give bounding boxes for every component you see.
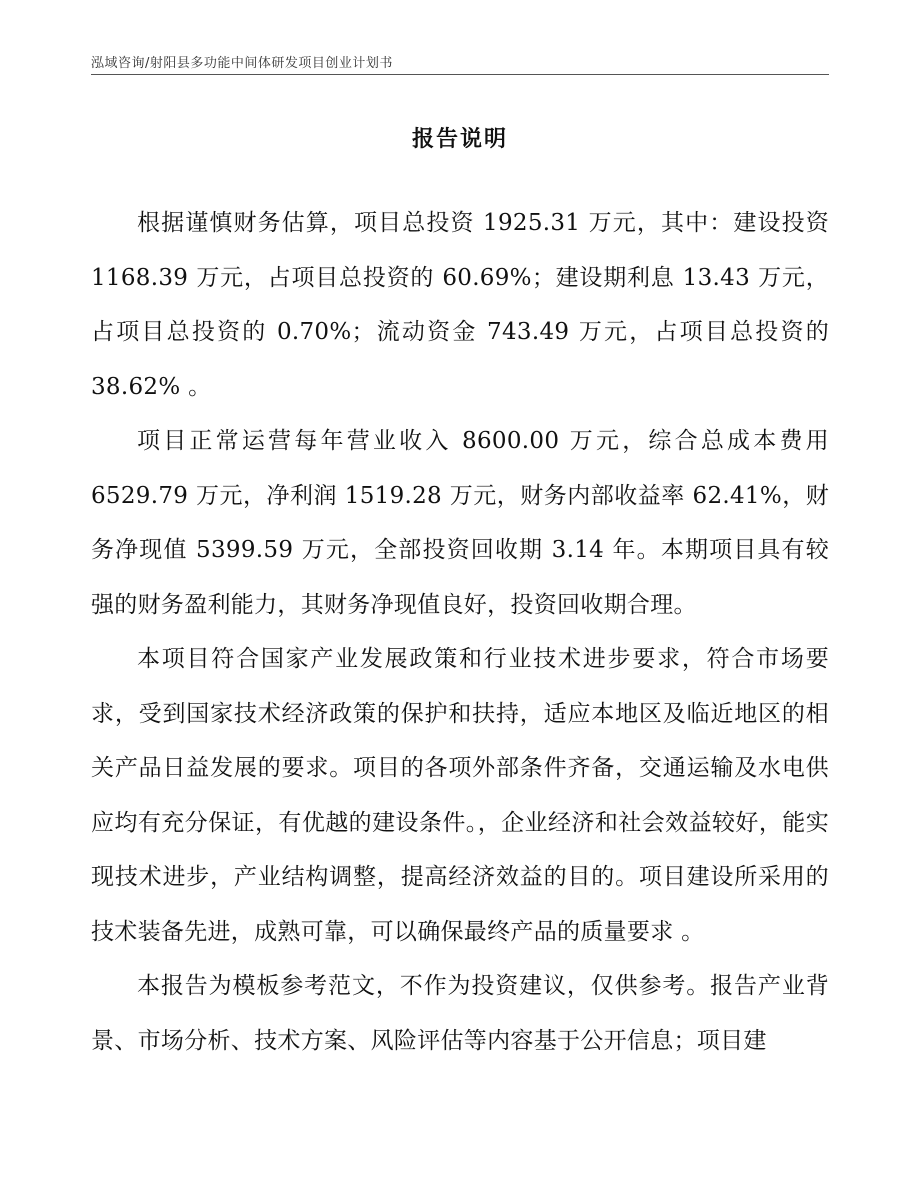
- document-body: [91, 196, 829, 1068]
- paragraph-revenue: 项目正常运营每年营业收入 8600.00 万元，综合总成本费用 6529.79 万元，净利润 1519.28 万元，财务内部收益率 62.41%，财务净现值 5399.59 万元，全部投资回收期 3.14 年。本期项目具有较强的财务盈利能力，其财务净现值良好，投资回收期合理。: [91, 428, 829, 618]
- paragraph-disclaimer: 本报告为模板参考范文，不作为投资建议，仅供参考。报告产业背景、市场分析、技术方案、风险评估等内容基于公开信息；项目建: [91, 973, 829, 1054]
- running-header: 泓域咨询/射阳县多功能中间体研发项目创业计划书: [91, 56, 393, 71]
- paragraph-investment: 根据谨慎财务估算，项目总投资 1925.31 万元，其中：建设投资 1168.39 万元，占项目总投资的 60.69%；建设期利息 13.43 万元，占项目总投资的 0.70%；流动资金 743.49 万元，占项目总投资的 38.62% 。: [91, 210, 829, 400]
- header-rule: [91, 74, 829, 75]
- page-title: 报告说明: [411, 127, 508, 152]
- paragraph-policy: 本项目符合国家产业发展政策和行业技术进步要求，符合市场要求，受到国家技术经济政策的保护和扶持，适应本地区及临近地区的相关产品日益发展的要求。项目的各项外部条件齐备，交通运输及水电供应均有充分保证，有优越的建设条件。，企业经济和社会效益较好，能实现技术进步，产业结构调整，提高经济效益的目的。项目建设所采用的技术装备先进，成熟可靠，可以确保最终产品的质量要求 。: [91, 646, 829, 945]
